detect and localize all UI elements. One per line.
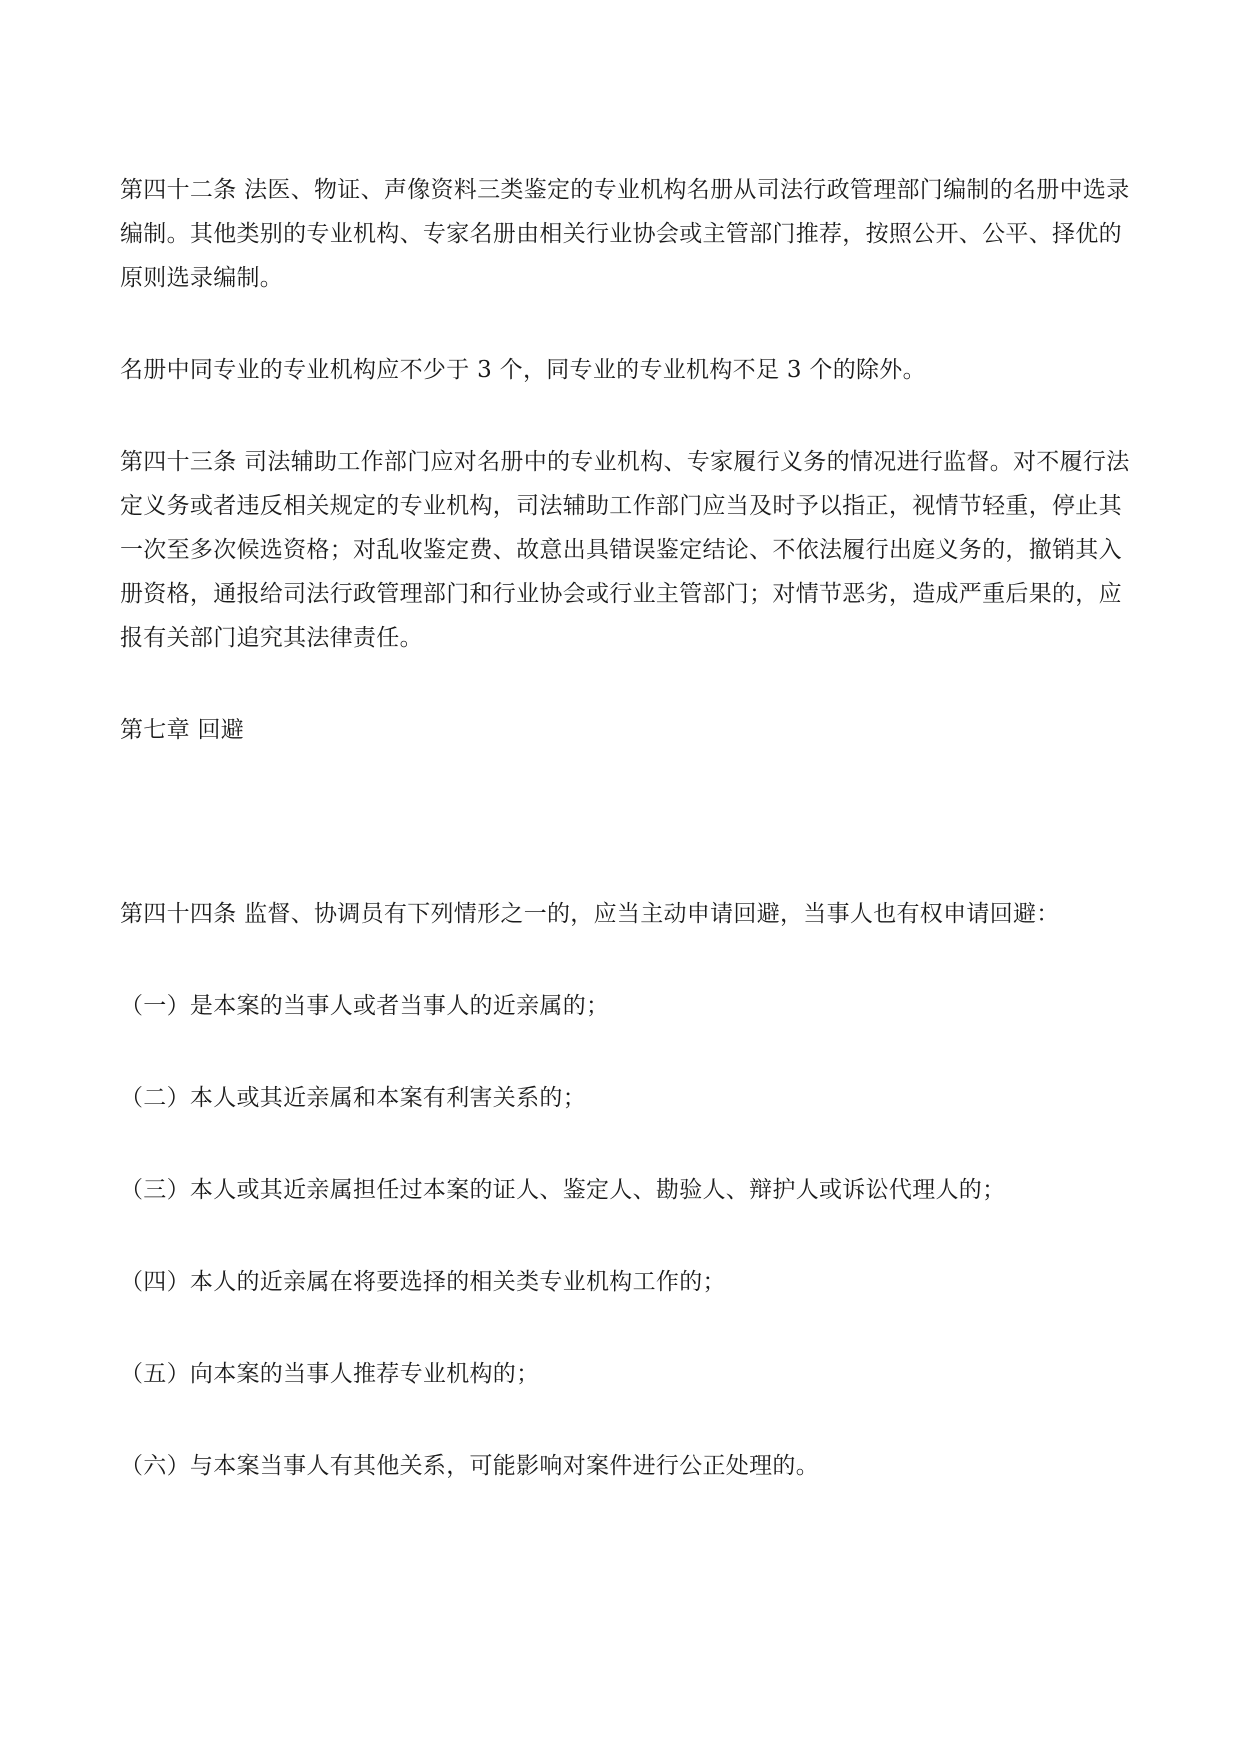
list-item-5: （五）向本案的当事人推荐专业机构的； — [120, 1361, 540, 1387]
list-item-6: （六）与本案当事人有其他关系，可能影响对案件进行公正处理的。 — [120, 1453, 819, 1479]
roster-minimum-paragraph: 名册中同专业的专业机构应不少于 3 个，同专业的专业机构不足 3 个的除外。 — [120, 357, 926, 383]
list-item-2: （二）本人或其近亲属和本案有利害关系的； — [120, 1085, 586, 1111]
article-44-paragraph: 第四十四条 监督、协调员有下列情形之一的，应当主动申请回避，当事人也有权申请回避： — [120, 901, 1060, 927]
chapter-7-heading: 第七章 回避 — [120, 717, 245, 743]
article-42-paragraph: 第四十二条 法医、物证、声像资料三类鉴定的专业机构名册从司法行政管理部门编制的名册中选录编制。其他类别的专业机构、专家名册由相关行业协会或主管部门推荐，按照公开、公平、择优的原则选录编制。 — [120, 177, 1130, 291]
list-item-1: （一）是本案的当事人或者当事人的近亲属的； — [120, 993, 610, 1019]
document-page — [120, 168, 1130, 1488]
list-item-3: （三）本人或其近亲属担任过本案的证人、鉴定人、勘验人、辩护人或诉讼代理人的； — [120, 1177, 1006, 1203]
list-item-4: （四）本人的近亲属在将要选择的相关类专业机构工作的； — [120, 1269, 726, 1295]
article-43-paragraph: 第四十三条 司法辅助工作部门应对名册中的专业机构、专家履行义务的情况进行监督。对不履行法定义务或者违反相关规定的专业机构，司法辅助工作部门应当及时予以指正，视情节轻重，停止其一次至多次候选资格；对乱收鉴定费、故意出具错误鉴定结论、不依法履行出庭义务的，撤销其入册资格，通报给司法行政管理部门和行业协会或行业主管部门；对情节恶劣，造成严重后果的，应报有关部门追究其法律责任。 — [120, 449, 1130, 651]
